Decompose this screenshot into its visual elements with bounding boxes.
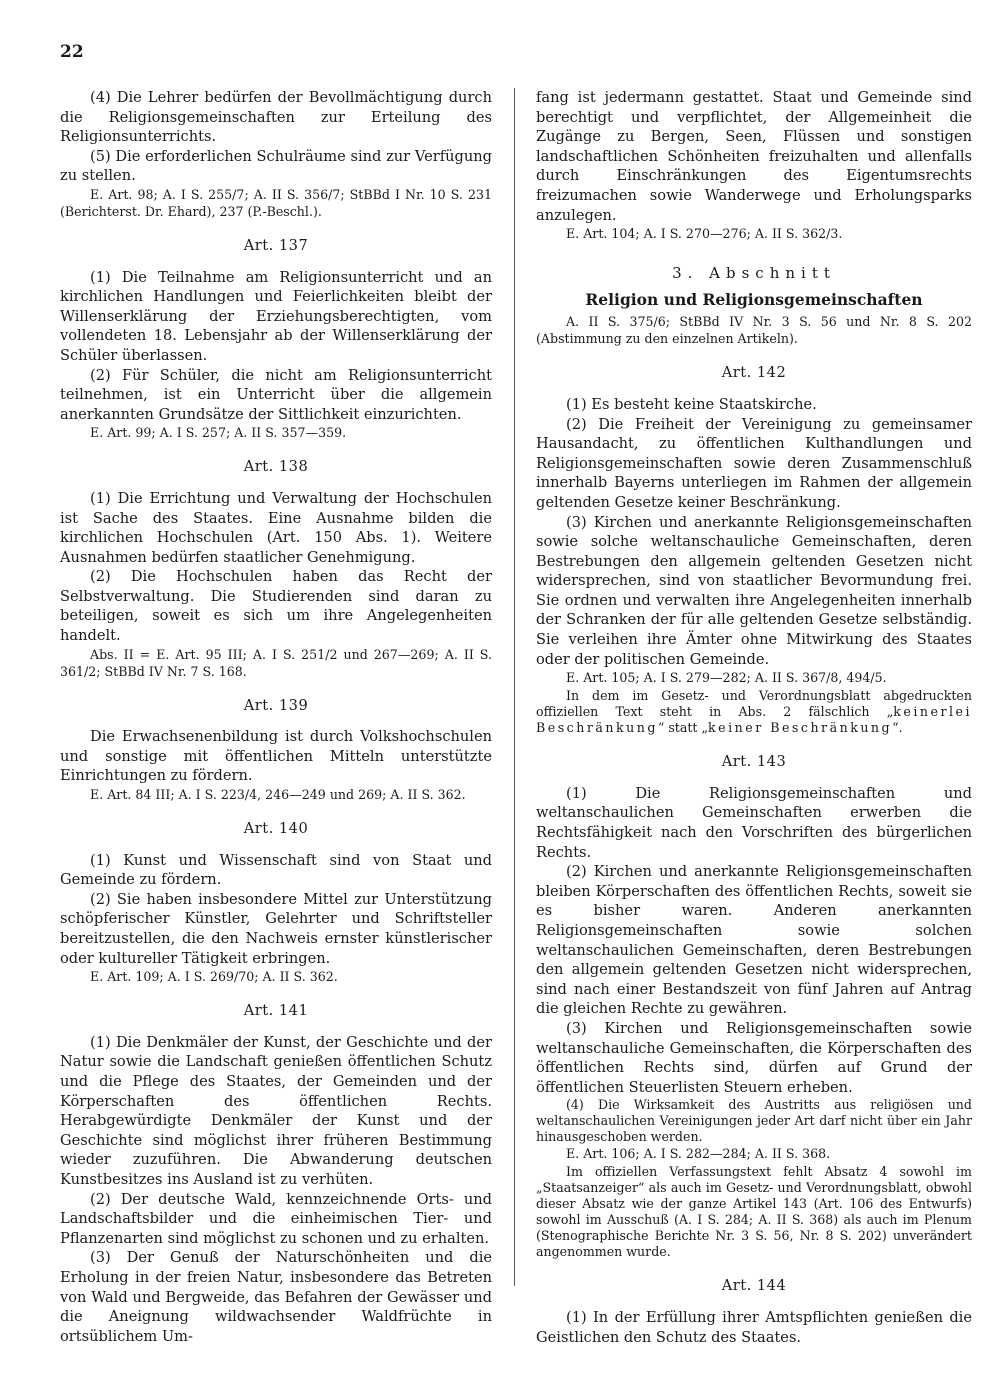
reference: E. Art. 106; A. I S. 282—284; A. II S. 368. — [566, 1146, 831, 1162]
article-heading: Art. 139 — [243, 696, 309, 714]
article-heading: Art. 144 — [721, 1277, 787, 1295]
reference: E. Art. 98; A. I S. 255/7; A. II S. 356/7; StBBd I Nr. 10 S. 231 (Berichterst. Dr. Ehard), 237 (P.-Beschl.). — [60, 186, 492, 219]
right-column — [536, 88, 972, 1347]
note-text: “ statt „ — [657, 720, 709, 736]
paragraph: (3) Der Genuß der Naturschönheiten und die Erholung in der freien Natur, insbesondere das Betreten von Wald und Bergweide, das Befahren der Gewässer und die Aneignung wildwachsender Waldfrüchte in ortsüblichem Um- — [60, 1249, 492, 1345]
reference: Abs. II = E. Art. 95 III; A. I S. 251/2 und 267—269; A. II S. 361/2; StBBd IV Nr. 7 S. 168. — [60, 646, 492, 679]
paragraph: (2) Die Hochschulen haben das Recht der Selbstverwaltung. Die Studierenden sind daran zu beteiligen, soweit es sich um ihre Angelegenheiten handelt. — [60, 568, 492, 645]
page-number: 22 — [60, 42, 84, 62]
article-heading: Art. 138 — [243, 458, 309, 476]
paragraph: (4) Die Wirksamkeit des Austritts aus religiösen und weltanschaulichen Vereinigungen jeder Art darf nicht über ein Jahr hinausgeschoben werden. — [536, 1097, 972, 1145]
paragraph: (2) Der deutsche Wald, kennzeichnende Orts- und Landschaftsbilder und die einheimischen Tier- und Pflanzenarten sind möglichst zu schonen und zu erhalten. — [60, 1190, 492, 1247]
note-text: In dem im Gesetz- und Verordnungsblatt abgedruckten offiziellen Text steht in Abs. 2 fälschlich „ — [536, 688, 972, 720]
editorial-note: Im offiziellen Verfassungstext fehlt Absatz 4 sowohl im „Staatsanzeiger“ als auch im Gesetz- und Verordnungsblatt, obwohl dieser Absatz wie der ganze Artikel 143 (Art. 106 des Entwurfs) sowohl im Ausschuß (A. I S. 284; A. II S. 368) als auch im Plenum (Stenographische Berichte Nr. 3 S. 56, Nr. 8 S. 202) unverändert angenommen wurde. — [536, 1164, 972, 1260]
paragraph: (2) Sie haben insbesondere Mittel zur Unterstützung schöpferischer Künstler, Gelehrter und Schriftsteller bereitzustellen, die den Nachweis ernster künstlerischer oder kultureller Tätigkeit erbringen. — [60, 890, 492, 967]
editorial-note — [536, 688, 972, 736]
paragraph: (1) Die Denkmäler der Kunst, der Geschichte und der Natur sowie die Landschaft genießen öffentlichen Schutz und die Pflege des Staates, der Gemeinden und der Körperschaften des öffentlichen Rechts. Herabgewürdigte Denkmäler der Kunst und der Geschichte sind möglichst ihrer früheren Bestimmung wieder zuzuführen. Die Abwanderung deutschen Kunstbesitzes ins Ausland ist zu verhüten. — [60, 1033, 492, 1188]
reference: E. Art. 84 III; A. I S. 223/4, 246—249 und 269; A. II S. 362. — [90, 787, 466, 803]
note-text: “. — [892, 720, 903, 736]
reference: E. Art. 104; A. I S. 270—276; A. II S. 362/3. — [566, 226, 843, 242]
paragraph: (2) Die Freiheit der Vereinigung zu gemeinsamer Hausandacht, zu öffentlichen Kulthandlungen und Religionsgemeinschaften sowie deren Zusammenschluß innerhalb Bayerns unterliegen im Rahmen der allgemein geltenden Gesetze keiner Beschränkung. — [536, 415, 972, 511]
paragraph: (1) Es besteht keine Staatskirche. — [566, 395, 817, 413]
paragraph: (4) Die Lehrer bedürfen der Bevollmächtigung durch die Religionsgemeinschaften zur Erteilung des Religionsunterrichts. — [60, 89, 492, 146]
section-heading: 3. Abschnitt — [672, 264, 836, 283]
reference: E. Art. 105; A. I S. 279—282; A. II S. 367/8, 494/5. — [566, 670, 887, 686]
paragraph: (1) Kunst und Wissenschaft sind von Staat und Gemeinde zu fördern. — [60, 851, 492, 889]
article-heading: Art. 143 — [721, 753, 787, 771]
article-heading: Art. 137 — [243, 236, 309, 254]
column-divider — [514, 88, 515, 1286]
reference: E. Art. 99; A. I S. 257; A. II S. 357—359. — [90, 425, 347, 441]
article-heading: Art. 142 — [721, 364, 787, 382]
paragraph: (1) Die Religionsgemeinschaften und weltanschaulichen Gemeinschaften erwerben die Rechtsfähigkeit nach den Vorschriften des bürgerlichen Rechts. — [536, 784, 972, 861]
article-heading: Art. 140 — [243, 820, 309, 838]
paragraph: (2) Für Schüler, die nicht am Religionsunterricht teilnehmen, ist ein Unterricht über die allgemein anerkannten Grundsätze der Sittlichkeit einzurichten. — [60, 366, 492, 423]
paragraph: (3) Kirchen und Religionsgemeinschaften sowie weltanschauliche Gemeinschaften, die Körperschaften des öffentlichen Rechts sind, dürfen auf Grund der öffentlichen Steuerlisten Steuern erheben. — [536, 1019, 972, 1096]
note-spaced-text: keiner Beschränkung — [708, 720, 893, 736]
paragraph: (5) Die erforderlichen Schulräume sind zur Verfügung zu stellen. — [60, 147, 492, 185]
section-title: Religion und Religionsgemeinschaften — [585, 289, 923, 309]
note-spaced-text: keinerlei Beschränkung — [536, 704, 972, 736]
reference: E. Art. 109; A. I S. 269/70; A. II S. 362. — [90, 969, 338, 985]
paragraph: (1) In der Erfüllung ihrer Amtspflichten genießen die Geistlichen den Schutz des Staates. — [536, 1308, 972, 1346]
paragraph: (1) Die Errichtung und Verwaltung der Hochschulen ist Sache des Staates. Eine Ausnahme bilden die kirchlichen Hochschulen (Art. 150 Abs. 1). Weitere Ausnahmen bedürfen staatlicher Genehmigung. — [60, 489, 492, 566]
paragraph: (1) Die Teilnahme am Religionsunterricht und an kirchlichen Handlungen und Feierlichkeiten bleibt der Willenserklärung der Erziehungsberechtigten, vom vollendeten 18. Lebensjahr ab der Willenserklärung der Schüler überlassen. — [60, 268, 492, 364]
paragraph: (3) Kirchen und anerkannte Religionsgemeinschaften sowie solche weltanschauliche Gemeinschaften, deren Bestrebungen den allgemein geltenden Gesetzen nicht widersprechen, sind von staatlicher Bevormundung frei. Sie ordnen und verwalten ihre Angelegenheiten innerhalb der Schranken der für alle geltenden Gesetze selbständig. Sie verleihen ihre Ämter ohne Mitwirkung des Staates oder der politischen Gemeinde. — [536, 513, 972, 668]
article-heading: Art. 141 — [243, 1002, 309, 1020]
reference: A. II S. 375/6; StBBd IV Nr. 3 S. 56 und Nr. 8 S. 202 (Abstimmung zu den einzelnen Artikeln). — [536, 314, 972, 347]
left-column — [60, 88, 492, 1346]
paragraph: Die Erwachsenenbildung ist durch Volkshochschulen und sonstige mit öffentlichen Mitteln unterstützte Einrichtungen zu fördern. — [60, 728, 492, 785]
paragraph: fang ist jedermann gestattet. Staat und Gemeinde sind berechtigt und verpflichtet, der Allgemeinheit die Zugänge zu Bergen, Seen, Flüssen und sonstigen landschaftlichen Schönheiten freizuhalten und allenfalls durch Einschränkungen des Eigentumsrechts freizumachen sowie Wanderwege und Erholungsparks anzulegen. — [536, 89, 972, 224]
paragraph: (2) Kirchen und anerkannte Religionsgemeinschaften bleiben Körperschaften des öffentlichen Rechts, soweit sie es bisher waren. Anderen anerkannten Religionsgemeinschaften sowie solchen weltanschaulichen Gemeinschaften, deren Bestrebungen den allgemein geltenden Gesetzen nicht widersprechen, sind nach einer Bestandszeit von fünf Jahren auf Antrag die gleichen Rechte zu gewähren. — [536, 863, 972, 1018]
